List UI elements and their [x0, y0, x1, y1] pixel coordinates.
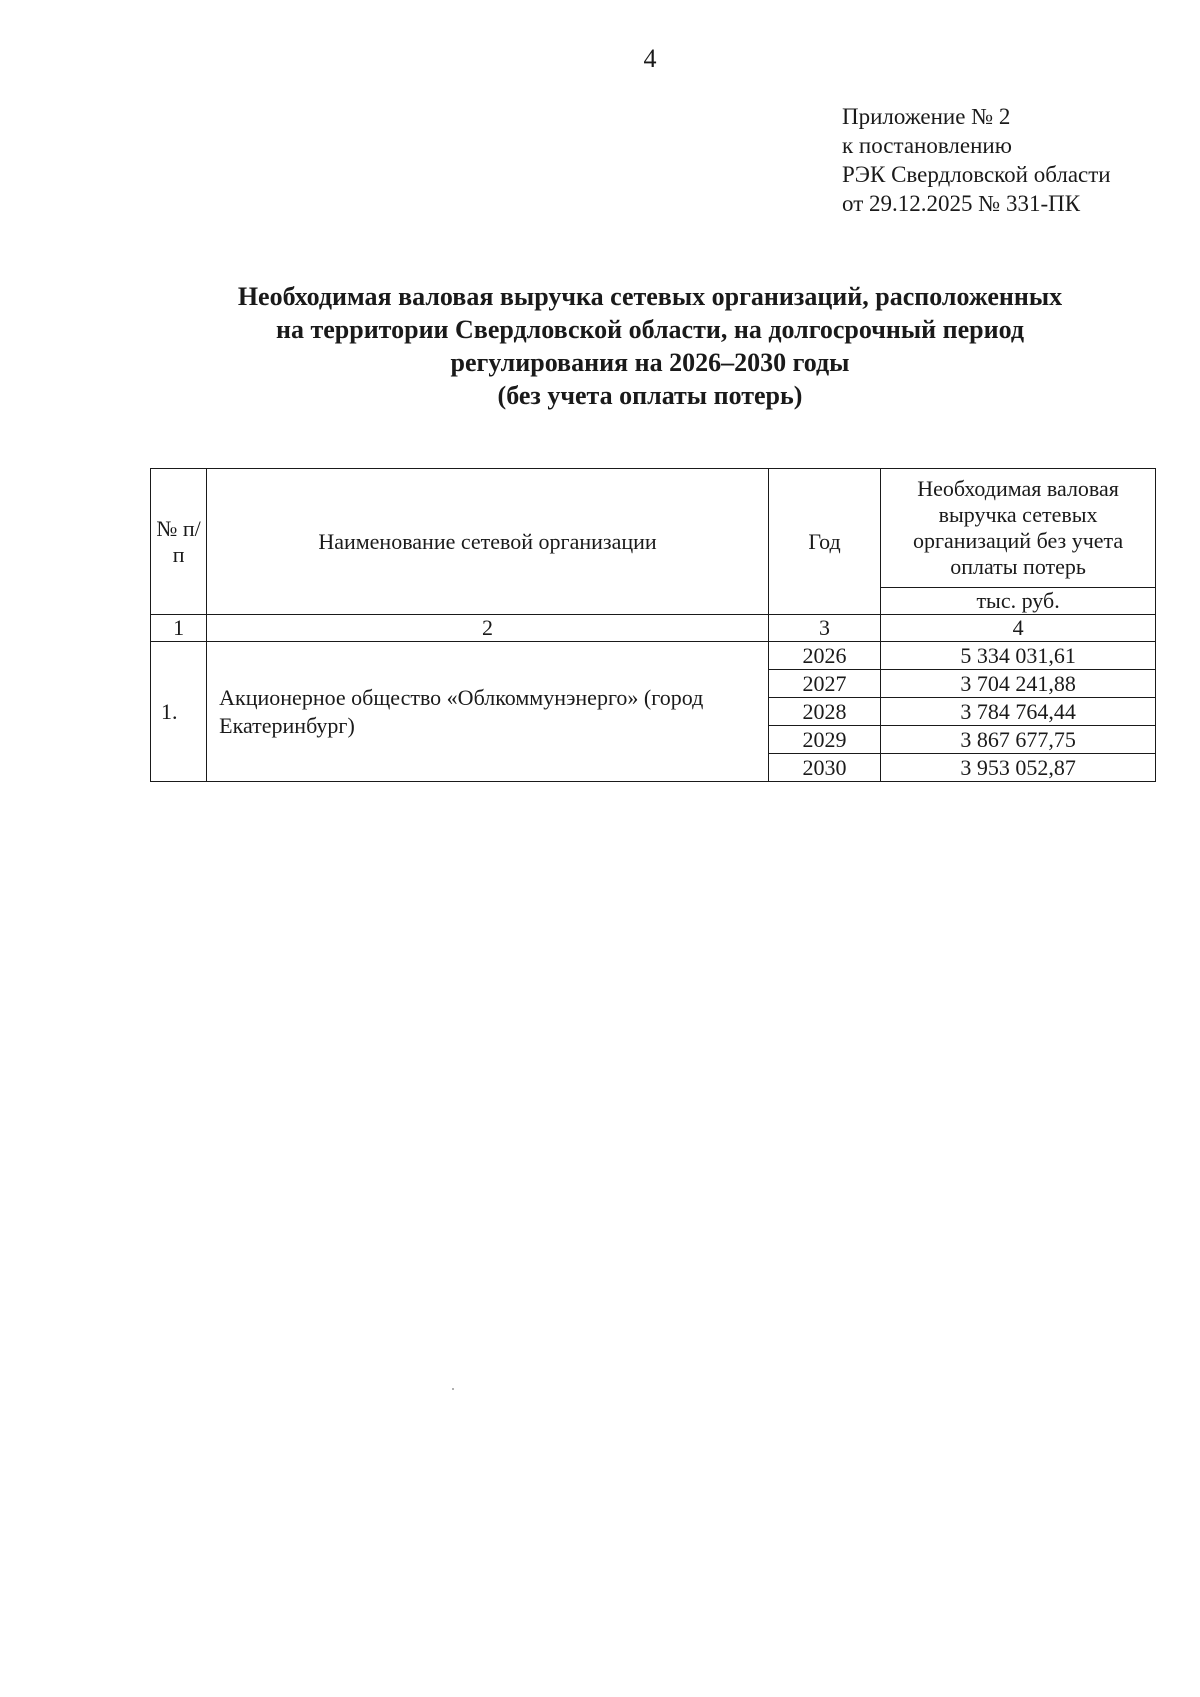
- title-line: Необходимая валовая выручка сетевых организаций, расположенных: [237, 282, 1063, 311]
- value-cell: 3 867 677,75: [881, 726, 1156, 754]
- header-unit: тыс. руб.: [881, 588, 1156, 615]
- title-line: регулирования на 2026–2030 годы: [450, 348, 850, 377]
- header-value: Необходимая валовая выручка сетевых организаций без учета оплаты потерь: [881, 469, 1156, 588]
- table-header-row: [151, 469, 1156, 588]
- appendix-line: Приложение № 2: [842, 104, 1011, 129]
- column-number: 4: [881, 615, 1156, 642]
- organization-name: Акционерное общество «Облкоммунэнерго» (город Екатеринбург): [207, 642, 769, 782]
- header-year: Год: [768, 469, 880, 615]
- year-cell: 2030: [768, 754, 880, 782]
- header-num: № п/п: [151, 469, 207, 615]
- revenue-table: [150, 468, 1156, 782]
- year-cell: 2029: [768, 726, 880, 754]
- document-title: [150, 280, 1150, 412]
- value-cell: 3 704 241,88: [881, 670, 1156, 698]
- column-number: 2: [207, 615, 769, 642]
- column-number: 3: [768, 615, 880, 642]
- row-number: 1.: [151, 642, 207, 782]
- year-cell: 2027: [768, 670, 880, 698]
- appendix-block: [842, 102, 1111, 218]
- year-cell: 2028: [768, 698, 880, 726]
- table-row: [151, 642, 1156, 670]
- value-cell: 5 334 031,61: [881, 642, 1156, 670]
- title-line: (без учета оплаты потерь): [497, 381, 803, 410]
- appendix-line: РЭК Свердловской области: [842, 162, 1111, 187]
- header-name: Наименование сетевой организации: [207, 469, 769, 615]
- value-cell: 3 784 764,44: [881, 698, 1156, 726]
- column-number-row: [151, 615, 1156, 642]
- title-line: на территории Свердловской области, на долгосрочный период: [275, 315, 1024, 344]
- value-cell: 3 953 052,87: [881, 754, 1156, 782]
- appendix-line: от 29.12.2025 № 331-ПК: [842, 191, 1081, 216]
- column-number: 1: [151, 615, 207, 642]
- scan-speck: [452, 1388, 454, 1390]
- page-number: 4: [643, 44, 657, 73]
- year-cell: 2026: [768, 642, 880, 670]
- appendix-line: к постановлению: [842, 133, 1012, 158]
